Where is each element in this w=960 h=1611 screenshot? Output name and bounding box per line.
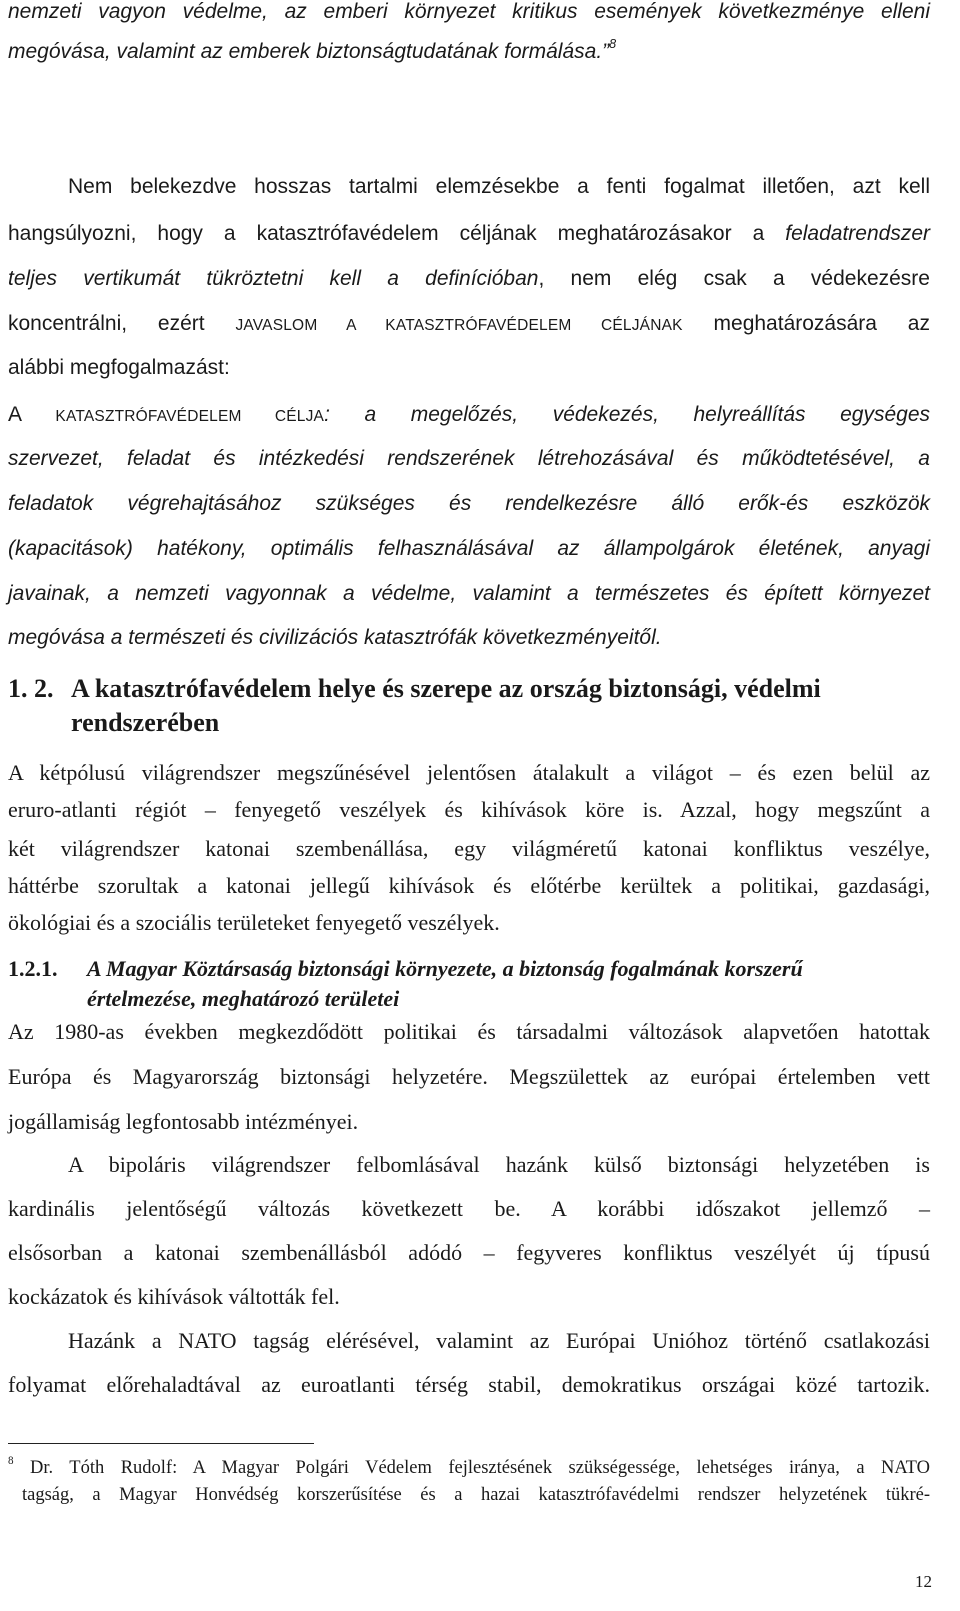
definition-line: A KATASZTRÓFAVÉDELEM CÉLJA: a megelőzés, védekezés, helyreállítás egységes [8,403,930,426]
footnote-mark: 8 [8,1454,14,1467]
paragraph-line: eruro-atlanti régiót – fenyegető veszélyek és kihívások köre is. Azzal, hogy megszűnt a [8,797,930,822]
paragraph-line: két világrendszer katonai szembenállása, egy világméretű katonai konfliktus veszélye, [8,836,930,861]
quote-line: megóvása, valamint az emberek biztonságtudatának formálása.”$^8$ [8,37,617,63]
subsection-heading: 1.2.1. A Magyar Köztársaság biztonsági környezete, a biztonság fogalmának korszerű [8,956,803,981]
subsection-heading: értelmezése, meghatározó területei [87,986,400,1011]
paragraph-line: Nem belekezdve hosszas tartalmi elemzésekbe a fenti fogalmat illetően, azt kell [68,175,930,198]
footnote-separator [8,1443,314,1444]
paragraph-line: teljes vertikumát tükröztetni kell a definícióban, nem elég csak a védekezésre [8,267,930,290]
section-heading: 1. 2. A katasztrófavédelem helye és szerepe az ország biztonsági, védelmi [8,674,821,703]
paragraph-line: háttérbe szorultak a katonai jellegű kihívások és előtérbe kerültek a politikai, gazdasági, [8,873,930,898]
definition-line: (kapacitások) hatékony, optimális felhasználásával az állampolgárok életének, anyagi [8,537,930,560]
definition-line: feladatok végrehajtásához szükséges és rendelkezésre álló erők-és eszközök [8,492,930,515]
paragraph-line: alábbi megfogalmazást: [8,356,230,379]
footnote-line: tagság, a Magyar Honvédség korszerűsítése és a hazai katasztrófavédelmi rendszer helyzetének tükré- [22,1485,930,1505]
small-caps-text: KATASZTRÓFAVÉDELEM CÉLJA [55,408,325,425]
definition-line: javainak, a nemzeti vagyonnak a védelme, valamint a természetes és épített környezet [8,582,930,605]
paragraph-line: kardinális jelentőségű változás következett be. A korábbi időszakot jellemző – [8,1196,930,1221]
paragraph-line: koncentrálni, ezért JAVASLOM A KATASZTRÓFAVÉDELEM CÉLJÁNAK meghatározására az [8,312,930,335]
paragraph-line: folyamat előrehaladtával az euroatlanti térség stabil, demokratikus országai közé tartozik. [8,1372,930,1397]
footnote-line: $^8$ Dr. Tóth Rudolf: A Magyar Polgári Védelem fejlesztésének szükségessége, lehetséges iránya, a NATO [8,1454,930,1478]
definition-line: megóvása a természeti és civilizációs katasztrófák következményeitől. [8,626,662,649]
small-caps-text: JAVASLOM A KATASZTRÓFAVÉDELEM CÉLJÁNAK [235,317,683,334]
paragraph-line: A kétpólusú világrendszer megszűnésével jelentősen átalakult a világot – és ezen belül az [8,760,930,785]
paragraph-line: A bipoláris világrendszer felbomlásával hazánk külső biztonsági helyzetében is [68,1152,930,1177]
quote-line: nemzeti vagyon védelme, az emberi környezet kritikus események következménye elleni [8,0,930,23]
paragraph-line: hangsúlyozni, hogy a katasztrófavédelem céljának meghatározásakor a feladatrendszer [8,222,930,245]
paragraph-line: Európa és Magyarország biztonsági helyzetére. Megszülettek az európai értelemben vett [8,1064,930,1089]
paragraph-line: ökológiai és a szociális területeket fenyegető veszélyek. [8,910,500,935]
paragraph-line: kockázatok és kihívások váltották fel. [8,1284,340,1309]
section-heading: rendszerében [71,708,220,737]
page-number: 12 [915,1572,932,1591]
definition-line: szervezet, feladat és intézkedési rendszerének létrehozásával és működtetésével, a [8,447,930,470]
paragraph-line: jogállamiság legfontosabb intézményei. [8,1109,359,1134]
paragraph-line: Hazánk a NATO tagság elérésével, valamint az Európai Unióhoz történő csatlakozási [68,1328,930,1353]
footnote-reference: 8 [609,37,617,51]
paragraph-line: elsősorban a katonai szembenállásból adódó – fegyveres konfliktus veszélyét új típusú [8,1240,930,1265]
paragraph-line: Az 1980-as években megkezdődött politikai és társadalmi változások alapvetően hatottak [8,1019,930,1044]
